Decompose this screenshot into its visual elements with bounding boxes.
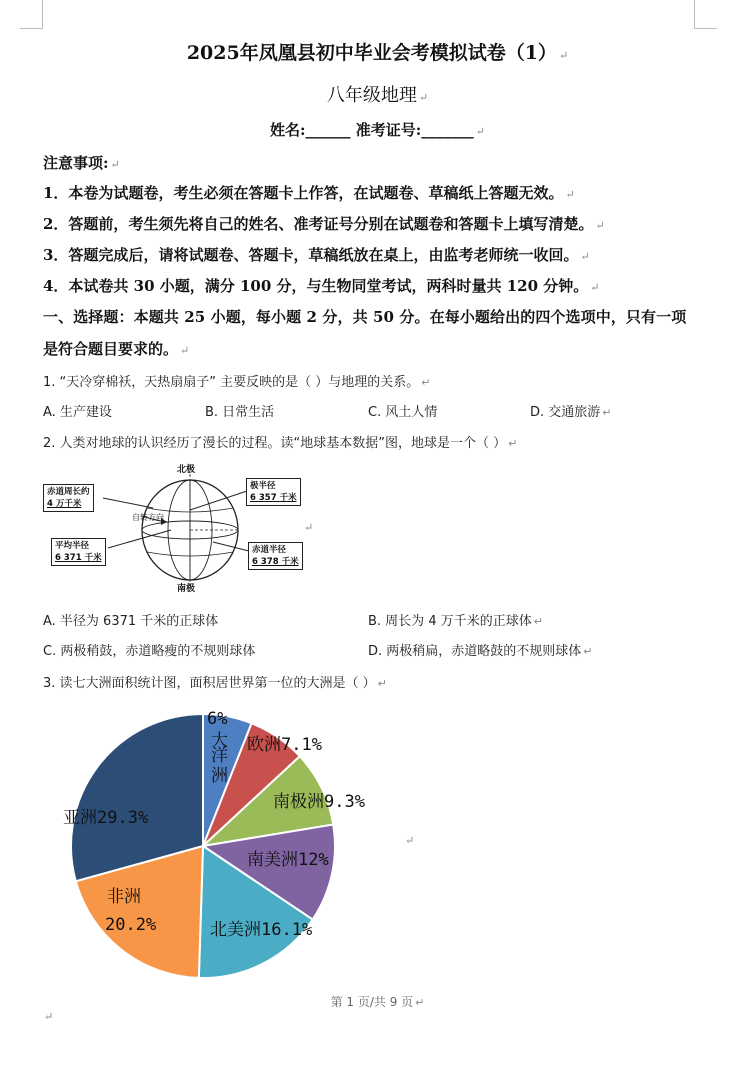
mean-radius-box: 平均半径 6 371 千米 — [51, 538, 106, 566]
q2-option-a: A. 半径为 6371 千米的正球体 — [43, 614, 219, 629]
q2-option-d: D. 两极稍扁，赤道略鼓的不规则球体 ↵ — [368, 644, 593, 659]
label-oceania-char-3: 洲 — [211, 766, 228, 786]
question-2-stem: 2. 人类对地球的认识经历了漫长的过程。读“地球基本数据”图，地球是一个（ ） ↵ — [43, 436, 518, 451]
earth-data-figure — [43, 460, 308, 600]
equatorial-radius-box: 赤道半径 6 378 千米 — [248, 542, 303, 570]
polar-radius-box: 极半径 6 357 千米 — [246, 478, 301, 506]
south-pole-label: 南极 — [177, 584, 196, 594]
notice-item-3: 3．答题完成后，请将试题卷、答题卡，草稿纸放在桌上，由监考老师统一收回。 ↵ — [43, 246, 590, 264]
name-and-id-line: 姓名:______ 准考证号:_______ ↵ — [269, 121, 486, 139]
q1-option-d: D. 交通旅游 ↵ — [530, 405, 612, 420]
crop-mark-top-right — [694, 0, 717, 29]
label-oceania-percent: 6% — [207, 709, 228, 729]
notice-item-4: 4．本试卷共 30 小题，满分 100 分，与生物同堂考试，两科时量共 120 分钟。 ↵ — [43, 277, 600, 295]
exam-subject: 八年级地理 ↵ — [326, 85, 429, 106]
label-oceania-char-1: 大 — [211, 731, 228, 751]
label-antarctica: 南极洲9.3% — [273, 792, 365, 812]
q2-option-b: B. 周长为 4 万千米的正球体 ↵ — [368, 614, 543, 629]
label-africa-name: 非洲 — [107, 887, 141, 907]
q1-option-a: A. 生产建设 — [43, 405, 112, 420]
section-heading-line1: 一、选择题：本题共 25 小题，每小题 2 分，共 50 分。在每小题给出的四个选项中，只有一项 — [43, 308, 687, 326]
north-pole-label: 北极 — [177, 465, 196, 475]
chart-return-mark: ↵ — [405, 834, 415, 847]
notice-heading: 注意事项: ↵ — [43, 154, 120, 172]
question-3-stem: 3. 读七大洲面积统计图，面积居世界第一位的大洲是（ ） ↵ — [43, 676, 387, 691]
rotation-direction-label: 自转方向 — [132, 513, 164, 522]
notice-item-1: 1．本卷为试题卷，考生必须在答题卡上作答，在试题卷、草稿纸上答题无效。 ↵ — [43, 184, 575, 202]
end-return-mark: ↵ — [44, 1010, 54, 1023]
label-south-america: 南美洲12% — [247, 850, 329, 870]
label-asia: 亚洲29.3% — [63, 808, 149, 828]
page-number: 第 1 页/共 9 页 ↵ — [330, 995, 425, 1009]
q2-option-c: C. 两极稍鼓，赤道略瘦的不规则球体 — [43, 644, 256, 659]
exam-title: 2025年凤凰县初中毕业会考模拟试卷（1） ↵ — [186, 42, 569, 64]
label-africa-percent: 20.2% — [105, 915, 157, 935]
crop-mark-top-left — [20, 0, 43, 29]
section-heading-line2: 是符合题目要求的。 ↵ — [43, 340, 190, 358]
label-europe: 欧洲7.1% — [247, 735, 322, 755]
notice-item-2: 2．答题前，考生须先将自己的姓名、准考证号分别在试题卷和答题卡上填写清楚。 ↵ — [43, 215, 605, 233]
q1-option-b: B. 日常生活 — [205, 405, 275, 420]
label-north-america: 北美洲16.1% — [210, 920, 313, 940]
q1-option-c: C. 风土人情 — [368, 405, 438, 420]
equator-circumference-box: 赤道周长约 4 万千米 — [43, 484, 94, 512]
question-1-stem: 1. “天冷穿棉袄，天热扇扇子” 主要反映的是（ ）与地理的关系。 ↵ — [43, 375, 431, 390]
label-oceania-char-2: 洋 — [211, 746, 228, 766]
figure-return-mark: ↵ — [304, 521, 314, 534]
continent-area-pie-chart — [55, 705, 395, 985]
